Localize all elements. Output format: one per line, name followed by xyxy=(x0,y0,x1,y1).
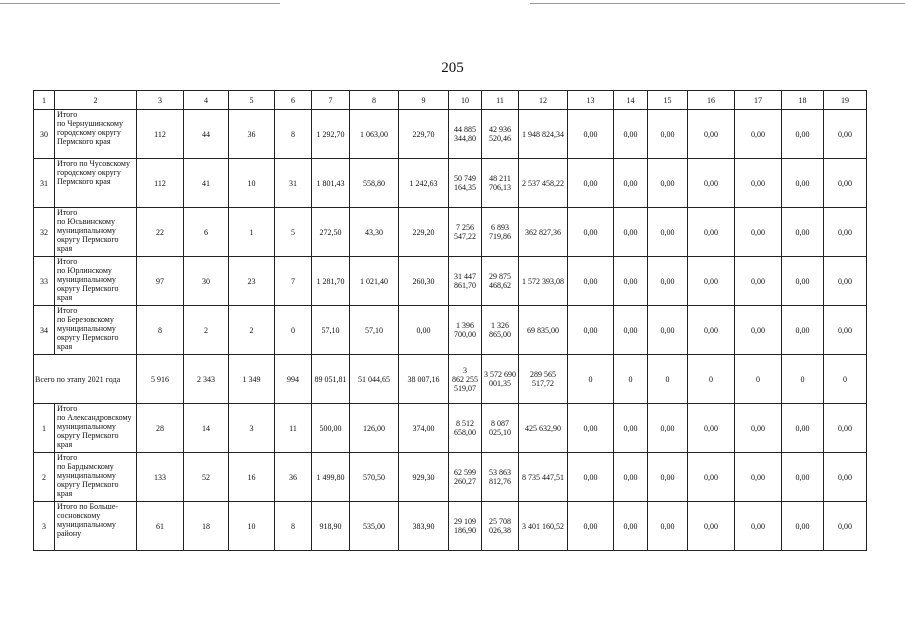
value-cell: 0,00 xyxy=(568,306,614,355)
table-row xyxy=(34,306,867,355)
table-row xyxy=(34,257,867,306)
value-cell: 0,00 xyxy=(648,159,688,208)
value-cell: 8 xyxy=(137,306,184,355)
row-name: Итого по Березовскому муниципальному округу Пермского края xyxy=(55,306,137,355)
header-cell: 6 xyxy=(275,91,312,110)
value-cell: 0 xyxy=(275,306,312,355)
value-cell: 535,00 xyxy=(350,502,399,551)
value-cell: 23 xyxy=(229,257,275,306)
header-cell: 3 xyxy=(137,91,184,110)
value-cell: 0,00 xyxy=(782,453,824,502)
value-cell: 3 xyxy=(229,404,275,453)
value-cell: 8 735 447,51 xyxy=(519,453,568,502)
value-cell: 362 827,36 xyxy=(519,208,568,257)
value-cell: 0,00 xyxy=(688,453,735,502)
row-name: Итого по Больше- сосновскому муниципальному району xyxy=(55,502,137,551)
header-cell: 10 xyxy=(449,91,482,110)
value-cell: 29 109 186,90 xyxy=(449,502,482,551)
value-cell: 0,00 xyxy=(568,502,614,551)
header-cell: 7 xyxy=(312,91,350,110)
value-cell: 36 xyxy=(229,110,275,159)
value-cell: 42 936 520,46 xyxy=(482,110,519,159)
value-cell: 28 xyxy=(137,404,184,453)
header-cell: 1 xyxy=(34,91,55,110)
total-row xyxy=(34,355,867,404)
table-row xyxy=(34,159,867,208)
value-cell: 229,70 xyxy=(399,110,449,159)
value-cell: 0,00 xyxy=(688,502,735,551)
total-value: 1 349 xyxy=(229,355,275,404)
header-cell: 17 xyxy=(735,91,782,110)
total-value: 0 xyxy=(568,355,614,404)
header-cell: 9 xyxy=(399,91,449,110)
value-cell: 0,00 xyxy=(824,257,867,306)
value-cell: 6 893 719,86 xyxy=(482,208,519,257)
value-cell: 0,00 xyxy=(568,110,614,159)
value-cell: 260,30 xyxy=(399,257,449,306)
value-cell: 133 xyxy=(137,453,184,502)
total-value: 994 xyxy=(275,355,312,404)
value-cell: 7 256 547,22 xyxy=(449,208,482,257)
value-cell: 0,00 xyxy=(614,257,648,306)
total-value: 289 565 517,72 xyxy=(519,355,568,404)
value-cell: 6 xyxy=(184,208,229,257)
header-cell: 19 xyxy=(824,91,867,110)
value-cell: 0,00 xyxy=(648,306,688,355)
value-cell: 0,00 xyxy=(824,453,867,502)
value-cell: 0,00 xyxy=(688,159,735,208)
value-cell: 50 749 164,35 xyxy=(449,159,482,208)
value-cell: 0,00 xyxy=(735,453,782,502)
row-number: 2 xyxy=(34,453,55,502)
value-cell: 126,00 xyxy=(350,404,399,453)
value-cell: 0,00 xyxy=(735,208,782,257)
value-cell: 69 835,00 xyxy=(519,306,568,355)
value-cell: 0,00 xyxy=(782,404,824,453)
value-cell: 97 xyxy=(137,257,184,306)
total-value: 0 xyxy=(824,355,867,404)
value-cell: 0,00 xyxy=(568,159,614,208)
value-cell: 0,00 xyxy=(688,208,735,257)
value-cell: 0,00 xyxy=(782,159,824,208)
header-cell: 4 xyxy=(184,91,229,110)
value-cell: 25 708 026,38 xyxy=(482,502,519,551)
value-cell: 0,00 xyxy=(399,306,449,355)
value-cell: 11 xyxy=(275,404,312,453)
value-cell: 0,00 xyxy=(568,404,614,453)
value-cell: 61 xyxy=(137,502,184,551)
value-cell: 31 447 861,70 xyxy=(449,257,482,306)
value-cell: 36 xyxy=(275,453,312,502)
value-cell: 62 599 260,27 xyxy=(449,453,482,502)
value-cell: 0,00 xyxy=(614,404,648,453)
header-cell: 14 xyxy=(614,91,648,110)
total-value: 0 xyxy=(782,355,824,404)
value-cell: 0,00 xyxy=(614,159,648,208)
value-cell: 0,00 xyxy=(614,306,648,355)
value-cell: 57,10 xyxy=(350,306,399,355)
value-cell: 0,00 xyxy=(782,306,824,355)
value-cell: 44 xyxy=(184,110,229,159)
value-cell: 8 xyxy=(275,502,312,551)
row-name: Итого по Юрлинскому муниципальному округу Пермского края xyxy=(55,257,137,306)
value-cell: 0,00 xyxy=(824,208,867,257)
value-cell: 0,00 xyxy=(568,208,614,257)
total-value: 0 xyxy=(688,355,735,404)
table-row xyxy=(34,208,867,257)
value-cell: 0,00 xyxy=(688,110,735,159)
table-row xyxy=(34,502,867,551)
value-cell: 112 xyxy=(137,110,184,159)
total-value: 38 007,16 xyxy=(399,355,449,404)
value-cell: 0,00 xyxy=(824,306,867,355)
scan-edge-left xyxy=(0,3,280,4)
value-cell: 558,80 xyxy=(350,159,399,208)
row-name: Итого по Юсьвинскому муниципальному округу Пермского края xyxy=(55,208,137,257)
value-cell: 0,00 xyxy=(782,502,824,551)
header-cell: 13 xyxy=(568,91,614,110)
value-cell: 30 xyxy=(184,257,229,306)
value-cell: 1 242,63 xyxy=(399,159,449,208)
value-cell: 1 281,70 xyxy=(312,257,350,306)
total-value: 51 044,65 xyxy=(350,355,399,404)
value-cell: 0,00 xyxy=(782,208,824,257)
value-cell: 52 xyxy=(184,453,229,502)
value-cell: 0,00 xyxy=(648,453,688,502)
value-cell: 0,00 xyxy=(782,110,824,159)
total-value: 3 862 255 519,07 xyxy=(449,355,482,404)
value-cell: 229,20 xyxy=(399,208,449,257)
value-cell: 31 xyxy=(275,159,312,208)
value-cell: 0,00 xyxy=(688,257,735,306)
total-value: 0 xyxy=(648,355,688,404)
value-cell: 0,00 xyxy=(688,306,735,355)
value-cell: 16 xyxy=(229,453,275,502)
scan-edge-right xyxy=(530,3,905,4)
page-number: 205 xyxy=(441,60,464,76)
header-cell: 16 xyxy=(688,91,735,110)
value-cell: 1 xyxy=(229,208,275,257)
row-number: 34 xyxy=(34,306,55,355)
value-cell: 0,00 xyxy=(648,110,688,159)
header-cell: 5 xyxy=(229,91,275,110)
value-cell: 22 xyxy=(137,208,184,257)
value-cell: 0,00 xyxy=(782,257,824,306)
value-cell: 425 632,90 xyxy=(519,404,568,453)
value-cell: 2 xyxy=(184,306,229,355)
value-cell: 112 xyxy=(137,159,184,208)
row-number: 33 xyxy=(34,257,55,306)
row-number: 32 xyxy=(34,208,55,257)
header-cell: 15 xyxy=(648,91,688,110)
value-cell: 0,00 xyxy=(824,110,867,159)
value-cell: 48 211 706,13 xyxy=(482,159,519,208)
value-cell: 2 xyxy=(229,306,275,355)
row-number: 1 xyxy=(34,404,55,453)
total-value: 0 xyxy=(735,355,782,404)
table-row xyxy=(34,453,867,502)
value-cell: 7 xyxy=(275,257,312,306)
value-cell: 0,00 xyxy=(735,404,782,453)
table-row xyxy=(34,110,867,159)
row-name: Итого по Чернушинскому городскому округу Пермского края xyxy=(55,110,137,159)
value-cell: 1 021,40 xyxy=(350,257,399,306)
value-cell: 0,00 xyxy=(648,208,688,257)
total-value: 89 051,81 xyxy=(312,355,350,404)
value-cell: 10 xyxy=(229,159,275,208)
value-cell: 1 948 824,34 xyxy=(519,110,568,159)
total-value: 5 916 xyxy=(137,355,184,404)
value-cell: 3 401 160,52 xyxy=(519,502,568,551)
value-cell: 918,90 xyxy=(312,502,350,551)
value-cell: 570,50 xyxy=(350,453,399,502)
value-cell: 1 326 865,00 xyxy=(482,306,519,355)
value-cell: 0,00 xyxy=(614,208,648,257)
value-cell: 0,00 xyxy=(735,502,782,551)
header-cell: 18 xyxy=(782,91,824,110)
value-cell: 272,50 xyxy=(312,208,350,257)
value-cell: 1 292,70 xyxy=(312,110,350,159)
value-cell: 0,00 xyxy=(614,502,648,551)
value-cell: 41 xyxy=(184,159,229,208)
value-cell: 0,00 xyxy=(735,306,782,355)
value-cell: 0,00 xyxy=(568,453,614,502)
row-name: Итого по Александровскому муниципальному округу Пермского края xyxy=(55,404,137,453)
value-cell: 1 801,43 xyxy=(312,159,350,208)
total-value: 2 343 xyxy=(184,355,229,404)
value-cell: 0,00 xyxy=(735,159,782,208)
value-cell: 0,00 xyxy=(688,404,735,453)
value-cell: 8 087 025,10 xyxy=(482,404,519,453)
value-cell: 43,30 xyxy=(350,208,399,257)
row-number: 3 xyxy=(34,502,55,551)
value-cell: 1 396 700,00 xyxy=(449,306,482,355)
value-cell: 0,00 xyxy=(614,110,648,159)
value-cell: 383,90 xyxy=(399,502,449,551)
row-name: Итого по Чусовскому городскому округу Пермского края xyxy=(55,159,137,208)
value-cell: 0,00 xyxy=(648,502,688,551)
value-cell: 1 499,80 xyxy=(312,453,350,502)
value-cell: 0,00 xyxy=(735,110,782,159)
value-cell: 1 572 393,08 xyxy=(519,257,568,306)
row-number: 31 xyxy=(34,159,55,208)
header-cell: 11 xyxy=(482,91,519,110)
header-row xyxy=(34,91,867,110)
value-cell: 0,00 xyxy=(648,404,688,453)
row-number: 30 xyxy=(34,110,55,159)
value-cell: 57,10 xyxy=(312,306,350,355)
value-cell: 29 875 468,62 xyxy=(482,257,519,306)
value-cell: 14 xyxy=(184,404,229,453)
value-cell: 0,00 xyxy=(824,404,867,453)
data-table xyxy=(33,90,867,551)
value-cell: 500,00 xyxy=(312,404,350,453)
value-cell: 2 537 458,22 xyxy=(519,159,568,208)
table-row xyxy=(34,404,867,453)
header-cell: 2 xyxy=(55,91,137,110)
value-cell: 18 xyxy=(184,502,229,551)
value-cell: 1 063,00 xyxy=(350,110,399,159)
value-cell: 0,00 xyxy=(824,502,867,551)
value-cell: 374,00 xyxy=(399,404,449,453)
value-cell: 53 863 812,76 xyxy=(482,453,519,502)
value-cell: 0,00 xyxy=(614,453,648,502)
value-cell: 5 xyxy=(275,208,312,257)
header-cell: 8 xyxy=(350,91,399,110)
total-label: Всего по этапу 2021 года xyxy=(34,355,137,404)
value-cell: 10 xyxy=(229,502,275,551)
value-cell: 0,00 xyxy=(648,257,688,306)
value-cell: 0,00 xyxy=(735,257,782,306)
header-cell: 12 xyxy=(519,91,568,110)
value-cell: 0,00 xyxy=(568,257,614,306)
value-cell: 44 885 344,80 xyxy=(449,110,482,159)
total-value: 0 xyxy=(614,355,648,404)
row-name: Итого по Бардымскому муниципальному округу Пермского края xyxy=(55,453,137,502)
value-cell: 929,30 xyxy=(399,453,449,502)
total-value: 3 572 690 001,35 xyxy=(482,355,519,404)
value-cell: 8 512 658,00 xyxy=(449,404,482,453)
value-cell: 8 xyxy=(275,110,312,159)
value-cell: 0,00 xyxy=(824,159,867,208)
